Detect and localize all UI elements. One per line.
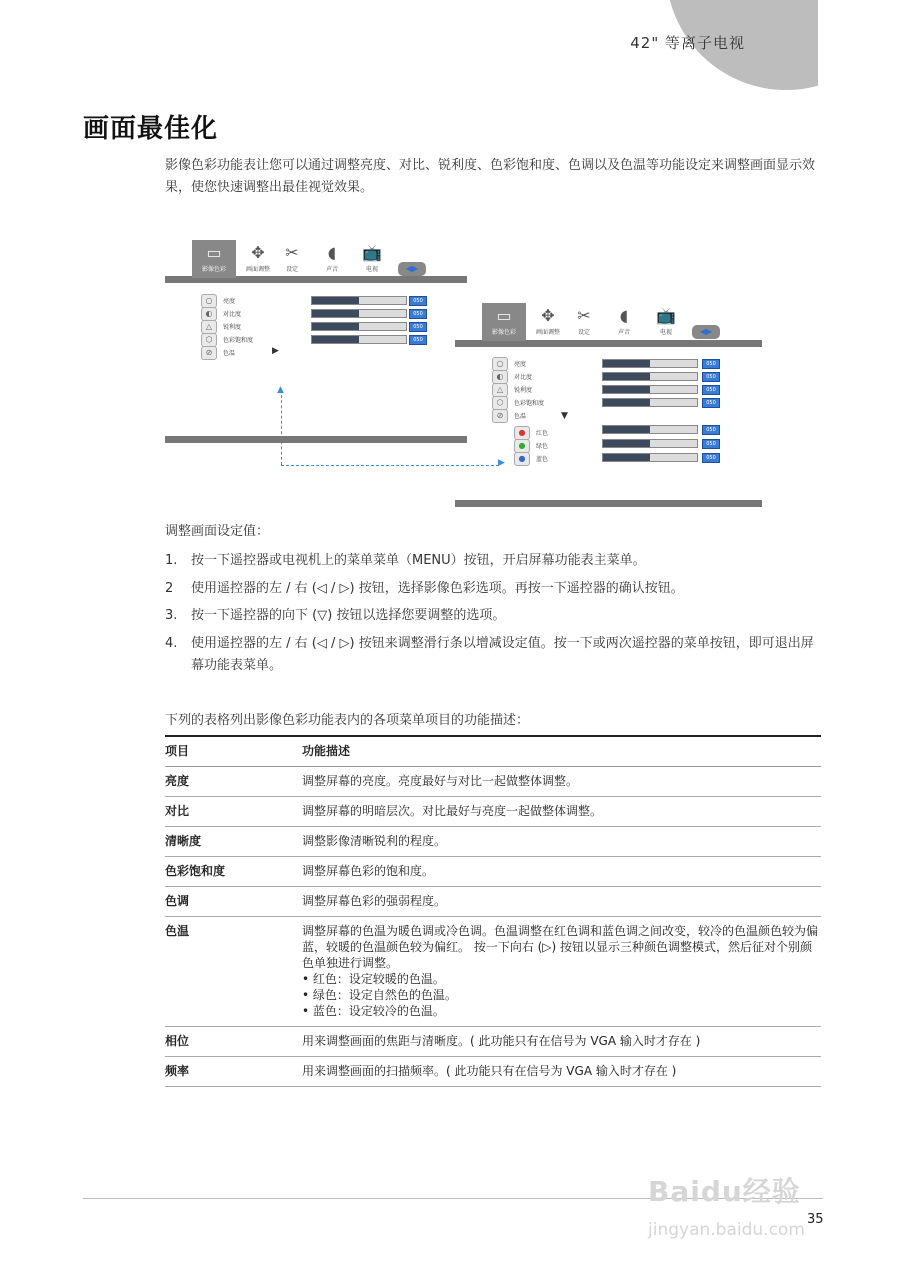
value-saturation: 050: [409, 335, 427, 345]
slider-saturation: [311, 335, 407, 344]
menu-subitem-blue: [514, 452, 594, 465]
table-row: [165, 767, 821, 797]
menu-item-sharpness: [201, 320, 301, 333]
menu-item-label: 色温: [223, 350, 236, 357]
row-desc-color-temp: [302, 917, 821, 1027]
tab-picture: [192, 240, 236, 278]
tab-label: 影像色彩: [491, 329, 516, 336]
menu-item-label: 色彩饱和度: [223, 337, 254, 344]
row-desc: 调整屏幕的明暗层次。对比最好与亮度一起做整体调整。: [302, 804, 603, 818]
menu-screenshot-main: [165, 240, 467, 445]
left-right-arrows-icon: ◀▶: [398, 262, 426, 276]
menu-item-label: 色彩饱和度: [514, 400, 545, 407]
function-table: [165, 735, 821, 1087]
step-text: 按一下遥控器的向下 (▽) 按钮以选择您要调整的选项。: [191, 608, 506, 623]
up-arrow-icon: ▲: [277, 385, 284, 395]
watermark-url: jingyan.baidu.com: [648, 1220, 805, 1240]
picture-adjust-icon: ✥: [251, 243, 265, 262]
contrast-icon: ◐: [201, 307, 217, 321]
picture-adjust-icon: ✥: [541, 306, 555, 325]
slider-red: [602, 425, 698, 434]
tab-sound: [310, 240, 354, 278]
menu-item-label: 亮度: [223, 298, 236, 305]
value-blue: 050: [702, 453, 720, 463]
bullet-blue: • 蓝色：设定较冷的色温。: [302, 1004, 445, 1018]
menu-top-bar: [455, 340, 762, 347]
menu-item-brightness: [201, 294, 301, 307]
tab-label: 设定: [577, 329, 590, 336]
table-row: [165, 1027, 821, 1057]
brightness-icon: ○: [492, 357, 508, 371]
value-sharpness: 050: [409, 322, 427, 332]
slider-sharpness: [602, 385, 698, 394]
right-arrow-icon: ▶: [498, 458, 505, 468]
blue-icon: ●: [514, 452, 530, 466]
step-3: [165, 605, 825, 627]
tab-settings: [562, 303, 606, 341]
row-desc: 用来调整画面的焦距与清晰度。( 此功能只有在信号为 VGA 输入时才存在 ): [302, 1034, 701, 1048]
menu-item-label: 色温: [514, 413, 527, 420]
value-brightness: 050: [702, 359, 720, 369]
tv-icon: 📺: [656, 306, 676, 325]
monitor-icon: ▭: [206, 243, 222, 262]
menu-item-label: 锐利度: [514, 387, 533, 394]
bullet-green: • 绿色：设定自然色的色温。: [302, 988, 457, 1002]
sharpness-icon: △: [201, 320, 217, 334]
step-text: 按一下遥控器或电视机上的菜单菜单（MENU）按钮，开启屏幕功能表主菜单。: [191, 553, 646, 568]
menu-item-label: 对比度: [223, 311, 242, 318]
tab-tv: [644, 303, 688, 341]
slider-contrast: [602, 372, 698, 381]
intro-paragraph: 影像色彩功能表让您可以通过调整亮度、对比、锐利度、色彩饱和度、色调以及色温等功能设定来调整画面显示效果，使您快速调整出最佳视觉效果。: [165, 158, 816, 195]
tab-label: 声音: [325, 266, 338, 273]
step-number: 3.: [165, 608, 178, 623]
row-desc: 用来调整画面的扫描频率。( 此功能只有在信号为 VGA 输入时才存在 ): [302, 1064, 677, 1078]
header-title: 42" 等离子电视: [630, 34, 745, 52]
tab-label: 画面调整: [245, 266, 270, 273]
step-number: 2: [165, 581, 174, 596]
tab-sound: [602, 303, 646, 341]
slider-sharpness: [311, 322, 407, 331]
red-icon: ●: [514, 426, 530, 440]
row-desc: 调整屏幕的亮度。亮度最好与对比一起做整体调整。: [302, 774, 579, 788]
menu-item-contrast: [492, 370, 592, 383]
slider-contrast: [311, 309, 407, 318]
tab-label: 设定: [285, 266, 298, 273]
step-text: 使用遥控器的左 / 右 (◁ / ▷) 按钮，选择影像色彩选项。再按一下遥控器的确认按钮。: [191, 581, 684, 596]
watermark-logo: Baidu经验: [648, 1175, 801, 1208]
header-desc: 功能描述: [302, 744, 351, 758]
table-row: [165, 917, 821, 1027]
speaker-icon: ◖: [619, 306, 629, 325]
step-1: [165, 550, 825, 572]
menu-item-label: 红色: [536, 430, 549, 437]
menu-item-label: 绿色: [536, 443, 549, 450]
row-item: 频率: [165, 1064, 190, 1078]
adjust-title: 调整画面设定值：: [165, 524, 270, 539]
speaker-icon: ◖: [327, 243, 337, 262]
menu-bottom-bar: [165, 436, 467, 443]
color-temp-icon: ⊘: [201, 346, 217, 360]
tab-picture: [482, 303, 526, 341]
monitor-icon: ▭: [496, 306, 512, 325]
page-title: 画面最佳化: [83, 114, 219, 144]
left-right-arrows-icon: ◀▶: [692, 325, 720, 339]
slider-saturation: [602, 398, 698, 407]
row-item: 亮度: [165, 774, 190, 788]
value-green: 050: [702, 439, 720, 449]
menu-item-color-temp: [201, 346, 301, 359]
tab-label: 电视: [365, 266, 378, 273]
slider-brightness: [311, 296, 407, 305]
row-item: 色温: [165, 924, 190, 938]
step-2: [165, 578, 825, 600]
menu-subitem-green: [514, 439, 594, 452]
menu-bottom-bar: [455, 500, 762, 507]
tab-label: 电视: [659, 329, 672, 336]
table-row: [165, 887, 821, 917]
table-header-row: [165, 736, 821, 767]
bullet-red: • 红色：设定较暖的色温。: [302, 972, 445, 986]
saturation-icon: ⬡: [492, 396, 508, 410]
table-row: [165, 857, 821, 887]
menu-item-saturation: [492, 396, 592, 409]
menu-item-sharpness: [492, 383, 592, 396]
row-item: 对比: [165, 804, 190, 818]
slider-green: [602, 439, 698, 448]
row-item: 相位: [165, 1034, 190, 1048]
saturation-icon: ⬡: [201, 333, 217, 347]
step-number: 1.: [165, 553, 178, 568]
menu-item-label: 亮度: [514, 361, 527, 368]
brightness-icon: ○: [201, 294, 217, 308]
menu-screenshot-color-temp: [455, 303, 762, 508]
down-arrow-icon: ▼: [561, 411, 568, 421]
value-contrast: 050: [702, 372, 720, 382]
row-item: 清晰度: [165, 834, 202, 848]
menu-item-saturation: [201, 333, 301, 346]
slider-blue: [602, 453, 698, 462]
value-sharpness: 050: [702, 385, 720, 395]
tab-label: 画面调整: [535, 329, 560, 336]
menu-item-label: 对比度: [514, 374, 533, 381]
tab-label: 声音: [617, 329, 630, 336]
right-arrow-icon: ▶: [272, 346, 279, 356]
page-number: 35: [807, 1212, 824, 1227]
tab-label: 影像色彩: [201, 266, 226, 273]
menu-item-contrast: [201, 307, 301, 320]
menu-item-label: 蓝色: [536, 456, 549, 463]
tab-tv: [350, 240, 394, 278]
table-row: [165, 827, 821, 857]
value-contrast: 050: [409, 309, 427, 319]
menu-subitem-red: [514, 426, 594, 439]
contrast-icon: ◐: [492, 370, 508, 384]
table-caption: 下列的表格列出影像色彩功能表内的各项菜单项目的功能描述：: [165, 713, 530, 728]
row-desc: 调整屏幕色彩的强弱程度。: [302, 894, 447, 908]
menu-item-label: 锐利度: [223, 324, 242, 331]
tab-settings: [270, 240, 314, 278]
table-row: [165, 1057, 821, 1087]
value-saturation: 050: [702, 398, 720, 408]
value-brightness: 050: [409, 296, 427, 306]
slider-brightness: [602, 359, 698, 368]
row-desc: 调整屏幕色彩的饱和度。: [302, 864, 435, 878]
row-item: 色彩饱和度: [165, 864, 226, 878]
menu-item-color-temp: [492, 409, 592, 422]
tv-icon: 📺: [362, 243, 382, 262]
menu-item-brightness: [492, 357, 592, 370]
step-number: 4.: [165, 636, 178, 651]
value-red: 050: [702, 425, 720, 435]
row-desc: 调整屏幕的色温为暖色调或冷色调。色温调整在红色调和蓝色调之间改变，较冷的色温颜色较为偏蓝，较暖的色温颜色较为偏红。 按一下向右 (▷) 按钮以显示三种颜色调整模式，然后征对个别颜色单独进行调整。: [302, 924, 819, 970]
color-temp-icon: ⊘: [492, 409, 508, 423]
header-item: 项目: [165, 744, 190, 758]
step-4: [165, 633, 825, 677]
sharpness-icon: △: [492, 383, 508, 397]
table-row: [165, 797, 821, 827]
green-icon: ●: [514, 439, 530, 453]
row-desc: 调整影像清晰锐利的程度。: [302, 834, 447, 848]
connector-line: [281, 395, 282, 465]
row-item: 色调: [165, 894, 190, 908]
step-text: 使用遥控器的左 / 右 (◁ / ▷) 按钮来调整滑行条以增减设定值。按一下或两次遥控器的菜单按钮，即可退出屏幕功能表菜单。: [191, 636, 814, 673]
tools-icon: ✂: [577, 306, 591, 325]
tools-icon: ✂: [285, 243, 299, 262]
